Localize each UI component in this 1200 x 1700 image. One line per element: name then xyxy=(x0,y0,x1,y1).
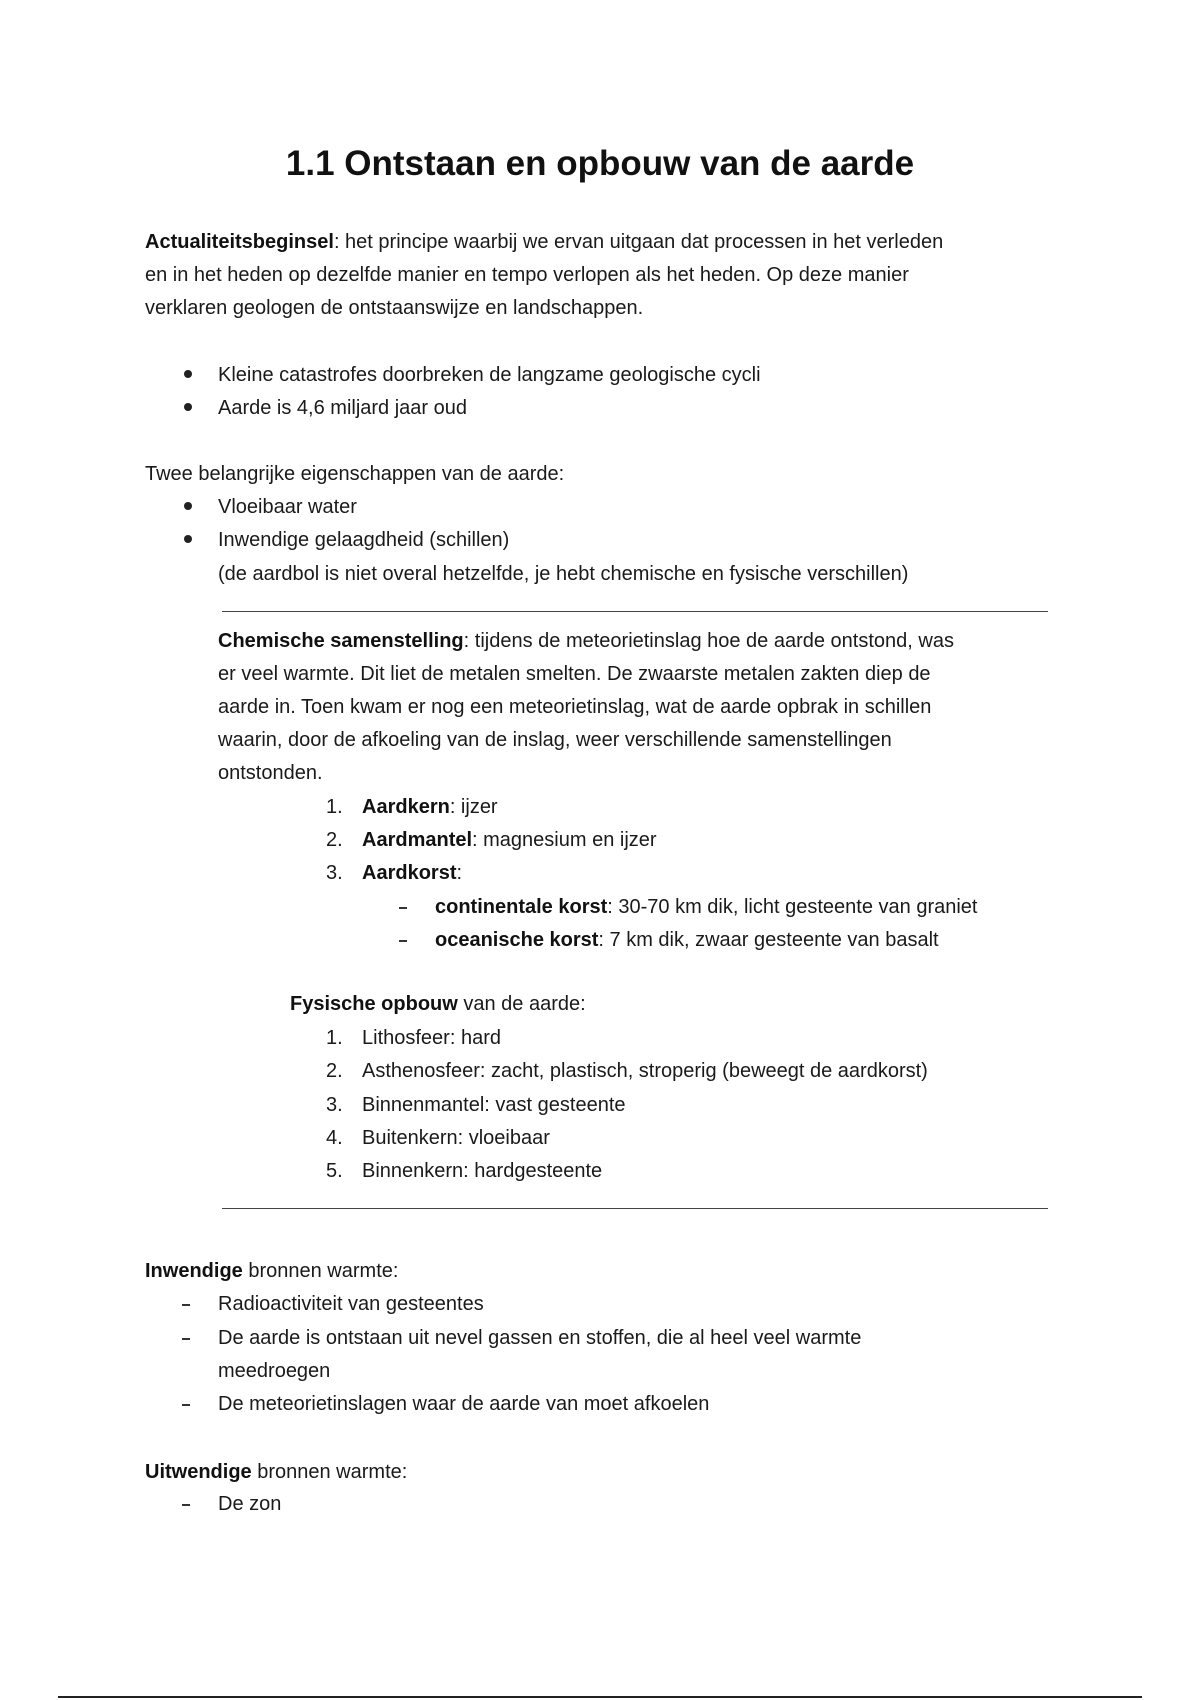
physical-item: Buitenkern: vloeibaar xyxy=(362,1127,550,1149)
physical-number: 4. xyxy=(326,1127,343,1149)
chemical-line-5: ontstonden. xyxy=(218,762,323,784)
intro-line-3: verklaren geologen de ontstaanswijze en landschappen. xyxy=(145,297,644,319)
properties-heading: Twee belangrijke eigenschappen van de aarde: xyxy=(145,463,565,485)
layer-number: 3. xyxy=(326,862,343,884)
chemical-line-3: aarde in. Toen kwam er nog een meteorietinslag, wat de aarde opbrak in schillen xyxy=(218,696,932,718)
physical-number: 5. xyxy=(326,1160,343,1182)
layer-item: Aardmantel: magnesium en ijzer xyxy=(362,829,657,851)
dash-icon xyxy=(399,907,407,909)
property-item: Inwendige gelaagdheid (schillen) xyxy=(218,529,510,551)
fact-item: Aarde is 4,6 miljard jaar oud xyxy=(218,397,468,419)
physical-heading: Fysische opbouw van de aarde: xyxy=(290,993,586,1015)
physical-item: Binnenmantel: vast gesteente xyxy=(362,1094,626,1116)
property-item: Vloeibaar water xyxy=(218,496,357,518)
bullet-icon xyxy=(184,370,192,378)
dash-icon xyxy=(182,1304,190,1306)
internal-item: De aarde is ontstaan uit nevel gassen en stoffen, die al heel veel warmte xyxy=(218,1327,862,1349)
physical-item: Binnenkern: hardgesteente xyxy=(362,1160,603,1182)
dash-icon xyxy=(182,1338,190,1340)
internal-item: De meteorietinslagen waar de aarde van moet afkoelen xyxy=(218,1393,710,1415)
physical-number: 2. xyxy=(326,1060,343,1082)
internal-item-continuation: meedroegen xyxy=(218,1360,331,1382)
bullet-icon xyxy=(184,535,192,543)
layer-number: 1. xyxy=(326,796,343,818)
intro-line-2: en in het heden op dezelfde manier en tempo verlopen als het heden. Op deze manier xyxy=(145,264,909,286)
physical-item: Lithosfeer: hard xyxy=(362,1027,501,1049)
intro-line-1: Actualiteitsbeginsel: het principe waarbij we ervan uitgaan dat processen in het verleden xyxy=(145,231,944,253)
layer-item: Aardkorst: xyxy=(362,862,463,884)
chemical-line-1: Chemische samenstelling: tijdens de meteorietinslag hoe de aarde ontstond, was xyxy=(218,630,954,652)
physical-number: 1. xyxy=(326,1027,343,1049)
fact-item: Kleine catastrofes doorbreken de langzame geologische cycli xyxy=(218,364,761,386)
divider-top xyxy=(222,611,1048,612)
crust-item: oceanische korst: 7 km dik, zwaar gesteente van basalt xyxy=(435,929,939,951)
dash-icon xyxy=(399,940,407,942)
bullet-icon xyxy=(184,502,192,510)
internal-item: Radioactiviteit van gesteentes xyxy=(218,1293,484,1315)
physical-item: Asthenosfeer: zacht, plastisch, stroperig (beweegt de aardkorst) xyxy=(362,1060,928,1082)
internal-heading: Inwendige bronnen warmte: xyxy=(145,1260,399,1282)
intro-term: Actualiteitsbeginsel xyxy=(145,231,334,253)
crust-item: continentale korst: 30-70 km dik, licht gesteente van graniet xyxy=(435,896,978,918)
bullet-icon xyxy=(184,403,192,411)
page-bottom-rule xyxy=(58,1696,1142,1698)
external-heading: Uitwendige bronnen warmte: xyxy=(145,1461,408,1483)
layer-item: Aardkern: ijzer xyxy=(362,796,498,818)
page-title: 1.1 Ontstaan en opbouw van de aarde xyxy=(285,144,915,183)
chemical-line-2: er veel warmte. Dit liet de metalen smelten. De zwaarste metalen zakten diep de xyxy=(218,663,931,685)
dash-icon xyxy=(182,1404,190,1406)
layer-number: 2. xyxy=(326,829,343,851)
dash-icon xyxy=(182,1504,190,1506)
property-note: (de aardbol is niet overal hetzelfde, je hebt chemische en fysische verschillen) xyxy=(218,563,909,585)
external-item: De zon xyxy=(218,1493,282,1515)
chemical-line-4: waarin, door de afkoeling van de inslag, weer verschillende samenstellingen xyxy=(218,729,892,751)
chemical-term: Chemische samenstelling xyxy=(218,630,464,652)
divider-bottom xyxy=(222,1208,1048,1209)
physical-number: 3. xyxy=(326,1094,343,1116)
